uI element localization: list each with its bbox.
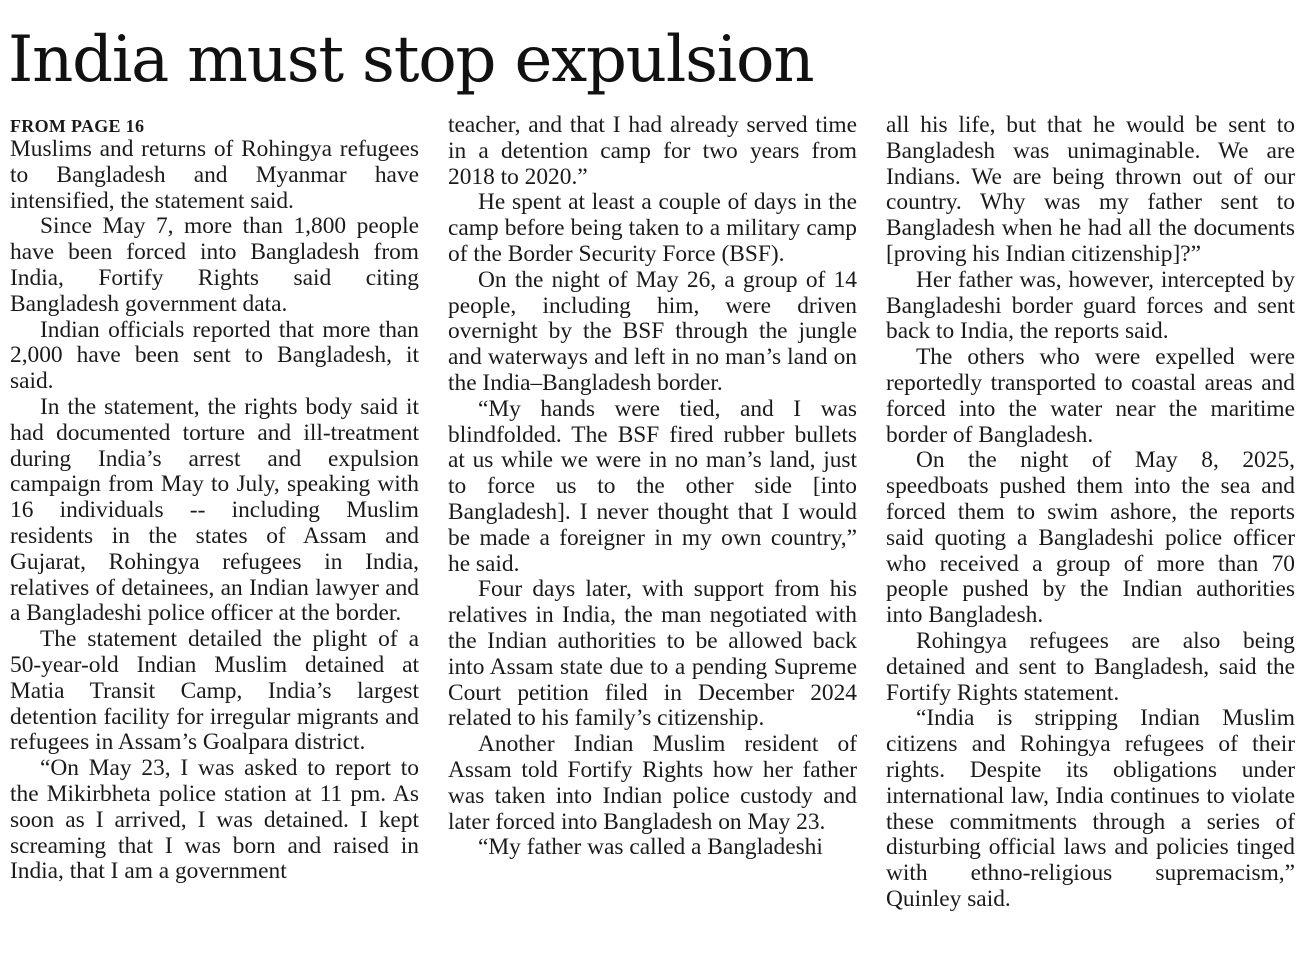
paragraph: Muslims and returns of Rohingya refugees to Bangladesh and Myanmar have intensified, the statement said. — [10, 136, 419, 214]
paragraph: On the night of May 8, 2025, speedboats pushed them into the sea and forced them to swim ashore, the reports said quoting a Bangladeshi police officer who received a group of more than 70 people pushed by the Indian authorities into Bangladesh. — [886, 447, 1295, 629]
paragraph: Another Indian Muslim resident of Assam told Fortify Rights how her father was taken into Indian police custody and later forced into Bangladesh on May 23. — [448, 731, 857, 835]
paragraph: Indian officials reported that more than 2,000 have been sent to Bangladesh, it said. — [10, 316, 419, 395]
paragraph: On the night of May 26, a group of 14 people, including him, were driven overnight by the BSF through the jungle and waterways and left in no man’s land on the India–Bangladesh border. — [448, 266, 857, 396]
paragraph: “My father was called a Bangladeshi — [478, 834, 823, 861]
paragraph: Four days later, with support from his relatives in India, the man negotiated with the Indian authorities to be allowed back into Assam state due to a pending Supreme Court petition filed in December 2024 related to his family’s citizenship. — [448, 576, 857, 732]
paragraph: “India is stripping Indian Muslim citizens and Rohingya refugees of their rights. Despite its obligations under international law, India continues to violate these commitments through a series of disturbing official laws and policies tinged with ethno-religious supremacism,” Quinley said. — [886, 705, 1295, 912]
paragraph: “My hands were tied, and I was blindfolded. The BSF fired rubber bullets at us while we were in no man’s land, just to force us to the other side [into Bangladesh]. I never thought that I would be made a foreigner in my own country,” he said. — [448, 395, 857, 577]
paragraph: “On May 23, I was asked to report to the Mikirbheta police station at 11 pm. As soon as I arrived, I was detained. I kept screaming that I was born and raised in India, that I am a government — [10, 755, 419, 885]
article-column-3 — [886, 113, 1295, 913]
article-column-2 — [448, 113, 857, 861]
paragraph: The others who were expelled were reportedly transported to coastal areas and forced into the water near the maritime border of Bangladesh. — [886, 344, 1295, 448]
paragraph: The statement detailed the plight of a 50-year-old Indian Muslim detained at Matia Transit Camp, India’s largest detention facility for irregular migrants and refugees in Assam’s Goalpara district. — [10, 626, 419, 756]
paragraph: He spent at least a couple of days in the camp before being taken to a military camp of the Border Security Force (BSF). — [448, 189, 857, 267]
paragraph: Her father was, however, intercepted by Bangladeshi border guard forces and sent back to India, the reports said. — [886, 266, 1295, 345]
paragraph: all his life, but that he would be sent to Bangladesh was unimaginable. We are Indians. We are being thrown out of our country. Why was my father sent to Bangladesh when he had all the documents [proving his Indian citizenship]?” — [886, 112, 1295, 267]
paragraph: Since May 7, more than 1,800 people have been forced into Bangladesh from India, Fortify Rights said citing Bangladesh government data. — [10, 213, 419, 317]
paragraph: teacher, and that I had already served time in a detention camp for two years from 2018 to 2020.” — [448, 112, 857, 190]
continuation-kicker: FROM PAGE 16 — [10, 116, 145, 136]
paragraph: In the statement, the rights body said it had documented torture and ill-treatment during India’s arrest and expulsion campaign from May to July, speaking with 16 individuals -- including Muslim residents in the states of Assam and Gujarat, Rohingya refugees in India, relatives of detainees, an Indian lawyer and a Bangladeshi police officer at the border. — [10, 393, 419, 627]
paragraph: Rohingya refugees are also being detained and sent to Bangladesh, said the Fortify Rights statement. — [886, 627, 1295, 706]
article-column-1 — [10, 113, 419, 885]
headline: India must stop expulsion — [8, 23, 814, 97]
